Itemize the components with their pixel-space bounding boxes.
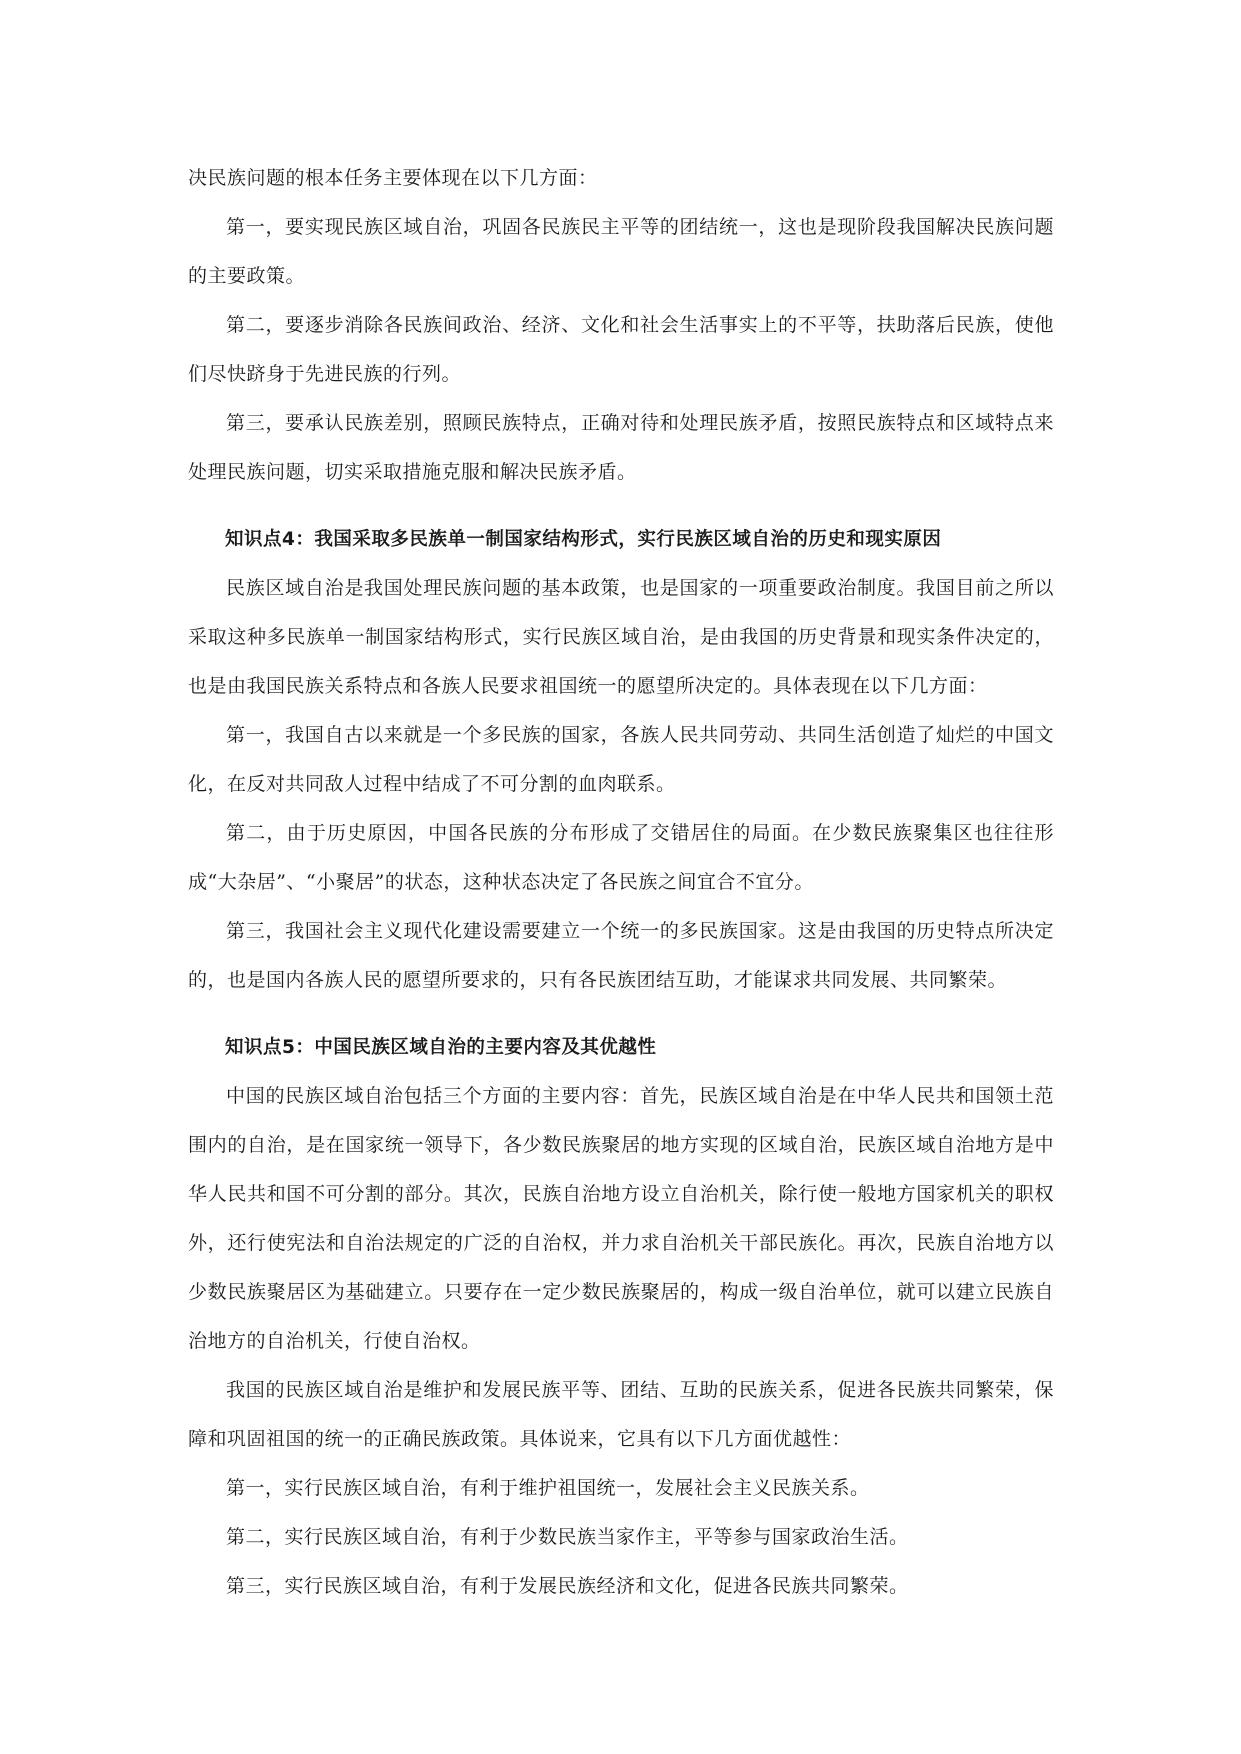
section4-point-1: 第一，我国自古以来就是一个多民族的国家，各族人民共同劳动、共同生活创造了灿烂的中国文化，在反对共同敌人过程中结成了不可分割的血肉联系。 — [188, 724, 1054, 795]
section5-advantages-intro: 我国的民族区域自治是维护和发展民族平等、团结、互助的民族关系，促进各民族共同繁荣，保障和巩固祖国的统一的正确民族政策。具体说来，它具有以下几方面优越性： — [188, 1379, 1054, 1450]
document-page — [188, 154, 1054, 1611]
section4-point-2: 第二，由于历史原因，中国各民族的分布形成了交错居住的局面。在少数民族聚集区也往往形成“大杂居”、“小聚居”的状态，这种状态决定了各民族之间宜合不宜分。 — [188, 822, 1054, 893]
intro-point-2: 第二，要逐步消除各民族间政治、经济、文化和社会生活事实上的不平等，扶助落后民族，使他们尽快跻身于先进民族的行列。 — [188, 314, 1054, 385]
intro-point-1: 第一，要实现民族区域自治，巩固各民族民主平等的团结统一，这也是现阶段我国解决民族问题的主要政策。 — [188, 216, 1054, 287]
intro-point-3: 第三，要承认民族差别，照顾民族特点，正确对待和处理民族矛盾，按照民族特点和区域特点来处理民族问题，切实采取措施克服和解决民族矛盾。 — [188, 412, 1054, 483]
section5-point-2: 第二，实行民族区域自治，有利于少数民族当家作主，平等参与国家政治生活。 — [226, 1526, 909, 1548]
section5-point-3: 第三，实行民族区域自治，有利于发展民族经济和文化，促进各民族共同繁荣。 — [226, 1575, 909, 1597]
section5-heading: 知识点5：中国民族区域自治的主要内容及其优越性 — [225, 1037, 657, 1058]
section5-point-1: 第一，实行民族区域自治，有利于维护祖国统一，发展社会主义民族关系。 — [226, 1477, 870, 1499]
section4-intro-paragraph: 民族区域自治是我国处理民族问题的基本政策，也是国家的一项重要政治制度。我国目前之所以采取这种多民族单一制国家结构形式，实行民族区域自治，是由我国的历史背景和现实条件决定的，也是由我国民族关系特点和各族人民要求祖国统一的愿望所决定的。具体表现在以下几方面： — [188, 577, 1054, 697]
section4-point-3: 第三，我国社会主义现代化建设需要建立一个统一的多民族国家。这是由我国的历史特点所决定的，也是国内各族人民的愿望所要求的，只有各民族团结互助，才能谋求共同发展、共同繁荣。 — [188, 920, 1054, 991]
section5-content-paragraph: 中国的民族区域自治包括三个方面的主要内容：首先，民族区域自治是在中华人民共和国领土范围内的自治，是在国家统一领导下，各少数民族聚居的地方实现的区域自治，民族区域自治地方是中华人民共和国不可分割的部分。其次，民族自治地方设立自治机关，除行使一般地方国家机关的职权外，还行使宪法和自治法规定的广泛的自治权，并力求自治机关干部民族化。再次，民族自治地方以少数民族聚居区为基础建立。只要存在一定少数民族聚居的，构成一级自治单位，就可以建立民族自治地方的自治机关，行使自治权。 — [188, 1085, 1054, 1352]
intro-lead-paragraph: 决民族问题的根本任务主要体现在以下几方面： — [188, 167, 598, 189]
section4-heading: 知识点4：我国采取多民族单一制国家结构形式，实行民族区域自治的历史和现实原因 — [225, 529, 942, 550]
